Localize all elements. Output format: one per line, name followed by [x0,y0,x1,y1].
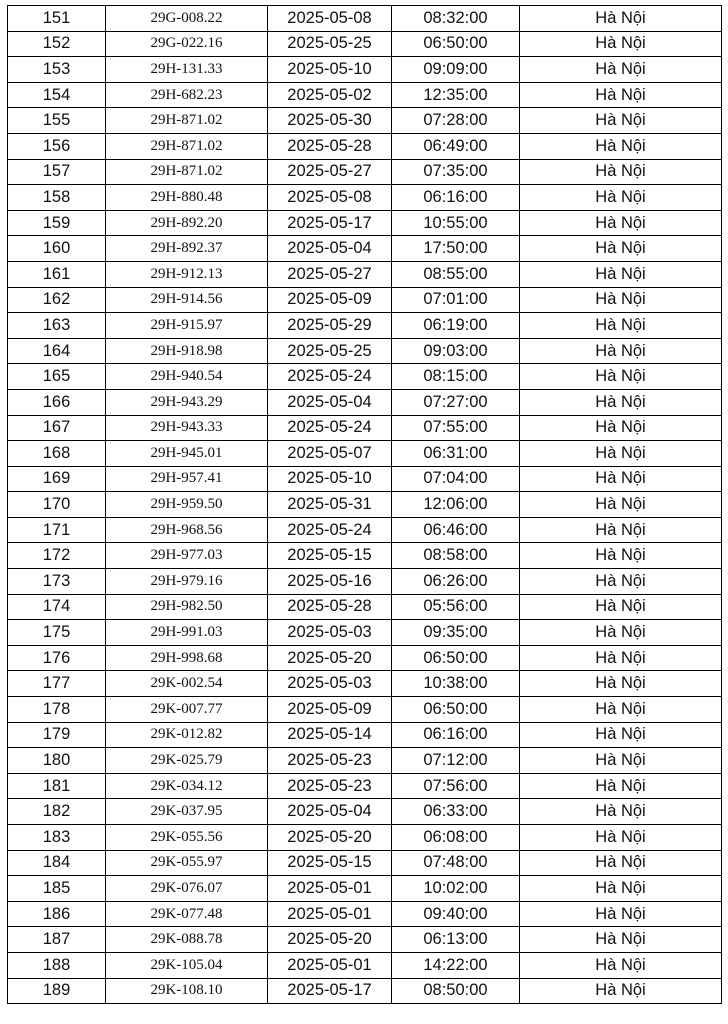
row-number-cell: 177 [8,671,106,697]
license-plate-cell: 29H-871.02 [106,159,268,185]
location-cell: Hà Nội [520,31,722,57]
violation-time-cell: 08:55:00 [392,261,520,287]
table-row [8,210,722,236]
violation-table [7,5,722,1004]
violation-date-cell: 2025-05-02 [268,82,392,108]
violation-date-cell: 2025-05-10 [268,57,392,83]
table-row [8,773,722,799]
license-plate-cell: 29H-912.13 [106,261,268,287]
violation-date-cell: 2025-05-16 [268,569,392,595]
violation-date-cell: 2025-05-04 [268,236,392,262]
license-plate-cell: 29G-022.16 [106,31,268,57]
violation-date-cell: 2025-05-30 [268,108,392,134]
table-row [8,313,722,339]
license-plate-cell: 29H-892.37 [106,236,268,262]
license-plate-cell: 29H-982.50 [106,594,268,620]
row-number-cell: 169 [8,466,106,492]
violation-date-cell: 2025-05-08 [268,185,392,211]
violation-time-cell: 14:22:00 [392,952,520,978]
violation-date-cell: 2025-05-17 [268,210,392,236]
location-cell: Hà Nội [520,6,722,32]
table-row [8,82,722,108]
table-row [8,492,722,518]
location-cell: Hà Nội [520,57,722,83]
violation-date-cell: 2025-05-17 [268,978,392,1004]
table-row [8,748,722,774]
table-row [8,364,722,390]
license-plate-cell: 29K-108.10 [106,978,268,1004]
license-plate-cell: 29H-871.02 [106,108,268,134]
violation-date-cell: 2025-05-08 [268,6,392,32]
row-number-cell: 180 [8,748,106,774]
violation-date-cell: 2025-05-09 [268,287,392,313]
license-plate-cell: 29G-008.22 [106,6,268,32]
violation-time-cell: 10:02:00 [392,876,520,902]
row-number-cell: 151 [8,6,106,32]
table-row [8,236,722,262]
location-cell: Hà Nội [520,185,722,211]
license-plate-cell: 29H-915.97 [106,313,268,339]
location-cell: Hà Nội [520,159,722,185]
row-number-cell: 181 [8,773,106,799]
row-number-cell: 188 [8,952,106,978]
location-cell: Hà Nội [520,441,722,467]
violation-date-cell: 2025-05-20 [268,645,392,671]
license-plate-cell: 29H-991.03 [106,620,268,646]
location-cell: Hà Nội [520,569,722,595]
location-cell: Hà Nội [520,722,722,748]
row-number-cell: 164 [8,338,106,364]
violation-date-cell: 2025-05-01 [268,901,392,927]
violation-time-cell: 17:50:00 [392,236,520,262]
violation-time-cell: 06:16:00 [392,722,520,748]
violation-date-cell: 2025-05-25 [268,338,392,364]
violation-date-cell: 2025-05-23 [268,773,392,799]
table-row [8,261,722,287]
row-number-cell: 158 [8,185,106,211]
row-number-cell: 156 [8,133,106,159]
location-cell: Hà Nội [520,364,722,390]
table-row [8,722,722,748]
row-number-cell: 170 [8,492,106,518]
license-plate-cell: 29K-037.95 [106,799,268,825]
table-row [8,645,722,671]
table-row [8,133,722,159]
location-cell: Hà Nội [520,645,722,671]
license-plate-cell: 29H-957.41 [106,466,268,492]
row-number-cell: 184 [8,850,106,876]
violation-time-cell: 06:50:00 [392,31,520,57]
row-number-cell: 183 [8,825,106,851]
row-number-cell: 186 [8,901,106,927]
table-row [8,697,722,723]
row-number-cell: 187 [8,927,106,953]
violation-time-cell: 07:01:00 [392,287,520,313]
table-row [8,901,722,927]
license-plate-cell: 29H-682.23 [106,82,268,108]
violation-date-cell: 2025-05-28 [268,594,392,620]
row-number-cell: 172 [8,543,106,569]
table-row [8,799,722,825]
violation-date-cell: 2025-05-09 [268,697,392,723]
location-cell: Hà Nội [520,415,722,441]
location-cell: Hà Nội [520,927,722,953]
row-number-cell: 160 [8,236,106,262]
violation-date-cell: 2025-05-04 [268,799,392,825]
table-row [8,338,722,364]
violation-time-cell: 05:56:00 [392,594,520,620]
violation-time-cell: 07:04:00 [392,466,520,492]
location-cell: Hà Nội [520,850,722,876]
violation-time-cell: 07:12:00 [392,748,520,774]
license-plate-cell: 29K-002.54 [106,671,268,697]
row-number-cell: 168 [8,441,106,467]
violation-time-cell: 09:35:00 [392,620,520,646]
violation-time-cell: 07:48:00 [392,850,520,876]
location-cell: Hà Nội [520,517,722,543]
violation-time-cell: 06:50:00 [392,697,520,723]
license-plate-cell: 29H-892.20 [106,210,268,236]
location-cell: Hà Nội [520,799,722,825]
row-number-cell: 152 [8,31,106,57]
location-cell: Hà Nội [520,543,722,569]
violation-time-cell: 06:16:00 [392,185,520,211]
location-cell: Hà Nội [520,952,722,978]
row-number-cell: 173 [8,569,106,595]
license-plate-cell: 29H-918.98 [106,338,268,364]
violation-time-cell: 06:49:00 [392,133,520,159]
table-row [8,415,722,441]
license-plate-cell: 29H-940.54 [106,364,268,390]
location-cell: Hà Nội [520,978,722,1004]
table-row [8,441,722,467]
violation-date-cell: 2025-05-29 [268,313,392,339]
table-row [8,31,722,57]
violation-time-cell: 10:38:00 [392,671,520,697]
violation-time-cell: 08:50:00 [392,978,520,1004]
row-number-cell: 161 [8,261,106,287]
table-row [8,108,722,134]
license-plate-cell: 29H-945.01 [106,441,268,467]
violation-date-cell: 2025-05-15 [268,850,392,876]
location-cell: Hà Nội [520,492,722,518]
table-row [8,594,722,620]
violation-time-cell: 12:06:00 [392,492,520,518]
violation-time-cell: 06:19:00 [392,313,520,339]
license-plate-cell: 29K-025.79 [106,748,268,774]
license-plate-cell: 29K-077.48 [106,901,268,927]
violation-date-cell: 2025-05-14 [268,722,392,748]
license-plate-cell: 29K-088.78 [106,927,268,953]
violation-time-cell: 06:33:00 [392,799,520,825]
license-plate-cell: 29H-943.33 [106,415,268,441]
location-cell: Hà Nội [520,338,722,364]
violation-time-cell: 09:09:00 [392,57,520,83]
location-cell: Hà Nội [520,82,722,108]
location-cell: Hà Nội [520,389,722,415]
location-cell: Hà Nội [520,748,722,774]
location-cell: Hà Nội [520,466,722,492]
violation-date-cell: 2025-05-31 [268,492,392,518]
row-number-cell: 157 [8,159,106,185]
table-row [8,876,722,902]
location-cell: Hà Nội [520,210,722,236]
location-cell: Hà Nội [520,108,722,134]
license-plate-cell: 29H-977.03 [106,543,268,569]
table-row [8,927,722,953]
row-number-cell: 153 [8,57,106,83]
row-number-cell: 162 [8,287,106,313]
table-row [8,620,722,646]
location-cell: Hà Nội [520,825,722,851]
violation-time-cell: 07:27:00 [392,389,520,415]
table-row [8,671,722,697]
license-plate-cell: 29H-979.16 [106,569,268,595]
violation-date-cell: 2025-05-23 [268,748,392,774]
location-cell: Hà Nội [520,671,722,697]
location-cell: Hà Nội [520,901,722,927]
violation-time-cell: 08:32:00 [392,6,520,32]
license-plate-cell: 29K-055.97 [106,850,268,876]
violation-date-cell: 2025-05-27 [268,159,392,185]
table-row [8,952,722,978]
violation-time-cell: 07:55:00 [392,415,520,441]
row-number-cell: 159 [8,210,106,236]
violation-time-cell: 07:56:00 [392,773,520,799]
license-plate-cell: 29K-034.12 [106,773,268,799]
violation-date-cell: 2025-05-24 [268,364,392,390]
table-row [8,57,722,83]
location-cell: Hà Nội [520,697,722,723]
row-number-cell: 178 [8,697,106,723]
violation-time-cell: 12:35:00 [392,82,520,108]
table-row [8,389,722,415]
violation-date-cell: 2025-05-07 [268,441,392,467]
row-number-cell: 175 [8,620,106,646]
location-cell: Hà Nội [520,287,722,313]
location-cell: Hà Nội [520,133,722,159]
license-plate-cell: 29K-012.82 [106,722,268,748]
license-plate-cell: 29H-968.56 [106,517,268,543]
location-cell: Hà Nội [520,876,722,902]
row-number-cell: 154 [8,82,106,108]
location-cell: Hà Nội [520,313,722,339]
table-row [8,287,722,313]
license-plate-cell: 29H-998.68 [106,645,268,671]
license-plate-cell: 29H-880.48 [106,185,268,211]
table-row [8,978,722,1004]
violation-date-cell: 2025-05-28 [268,133,392,159]
violation-date-cell: 2025-05-04 [268,389,392,415]
license-plate-cell: 29K-105.04 [106,952,268,978]
violation-date-cell: 2025-05-27 [268,261,392,287]
table-row [8,825,722,851]
violation-time-cell: 09:40:00 [392,901,520,927]
violation-date-cell: 2025-05-15 [268,543,392,569]
violation-date-cell: 2025-05-01 [268,876,392,902]
table-row [8,850,722,876]
row-number-cell: 163 [8,313,106,339]
violation-time-cell: 06:13:00 [392,927,520,953]
table-row [8,466,722,492]
license-plate-cell: 29K-007.77 [106,697,268,723]
location-cell: Hà Nội [520,620,722,646]
violation-time-cell: 08:58:00 [392,543,520,569]
row-number-cell: 185 [8,876,106,902]
row-number-cell: 176 [8,645,106,671]
violation-date-cell: 2025-05-01 [268,952,392,978]
license-plate-cell: 29K-076.07 [106,876,268,902]
violation-time-cell: 10:55:00 [392,210,520,236]
license-plate-cell: 29H-914.56 [106,287,268,313]
violation-date-cell: 2025-05-20 [268,825,392,851]
violation-time-cell: 06:50:00 [392,645,520,671]
row-number-cell: 167 [8,415,106,441]
license-plate-cell: 29H-871.02 [106,133,268,159]
violation-time-cell: 06:46:00 [392,517,520,543]
location-cell: Hà Nội [520,261,722,287]
row-number-cell: 171 [8,517,106,543]
violation-time-cell: 06:26:00 [392,569,520,595]
row-number-cell: 155 [8,108,106,134]
violation-time-cell: 06:08:00 [392,825,520,851]
row-number-cell: 174 [8,594,106,620]
license-plate-cell: 29H-943.29 [106,389,268,415]
table-row [8,569,722,595]
table-row [8,517,722,543]
violation-date-cell: 2025-05-25 [268,31,392,57]
row-number-cell: 182 [8,799,106,825]
table-body [8,6,722,1004]
row-number-cell: 165 [8,364,106,390]
violation-time-cell: 06:31:00 [392,441,520,467]
violation-date-cell: 2025-05-24 [268,517,392,543]
row-number-cell: 179 [8,722,106,748]
violation-date-cell: 2025-05-03 [268,671,392,697]
violation-time-cell: 09:03:00 [392,338,520,364]
violation-date-cell: 2025-05-10 [268,466,392,492]
violation-date-cell: 2025-05-03 [268,620,392,646]
row-number-cell: 166 [8,389,106,415]
license-plate-cell: 29H-959.50 [106,492,268,518]
violation-time-cell: 07:35:00 [392,159,520,185]
table-row [8,159,722,185]
location-cell: Hà Nội [520,594,722,620]
location-cell: Hà Nội [520,236,722,262]
row-number-cell: 189 [8,978,106,1004]
violation-date-cell: 2025-05-20 [268,927,392,953]
location-cell: Hà Nội [520,773,722,799]
license-plate-cell: 29H-131.33 [106,57,268,83]
table-row [8,6,722,32]
table-row [8,185,722,211]
license-plate-cell: 29K-055.56 [106,825,268,851]
violation-time-cell: 07:28:00 [392,108,520,134]
table-row [8,543,722,569]
violation-date-cell: 2025-05-24 [268,415,392,441]
violation-time-cell: 08:15:00 [392,364,520,390]
